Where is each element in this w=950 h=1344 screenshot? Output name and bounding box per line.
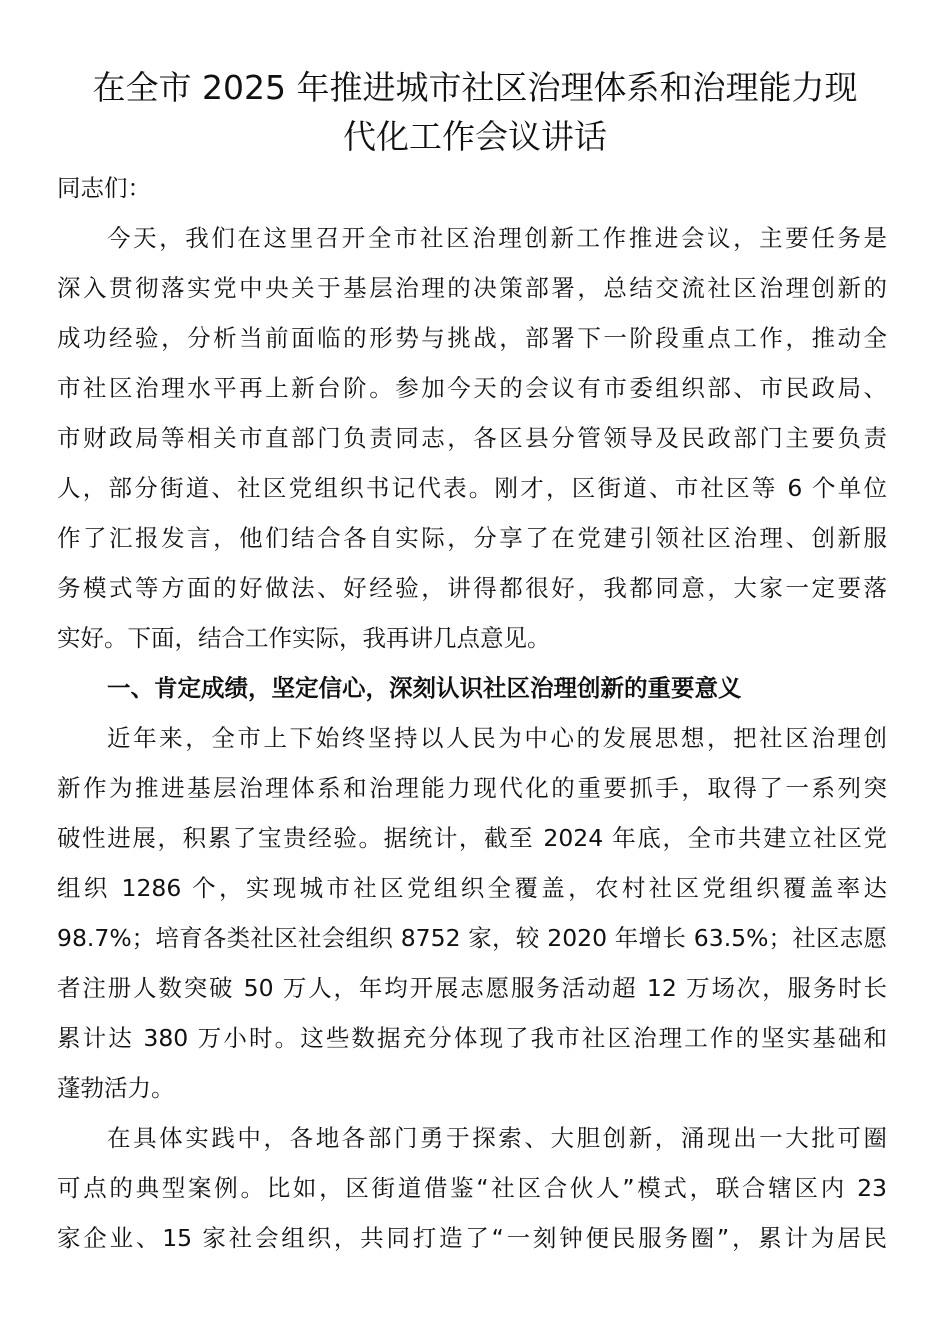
- paragraph-line: 务模式等方面的好做法、好经验，讲得都很好，我都同意，大家一定要落: [57, 574, 887, 602]
- paragraph-line: 累计达 380 万小时。这些数据充分体现了我市社区治理工作的坚实基础和: [57, 1024, 887, 1052]
- document-title-line-2: 代化工作会议讲话: [343, 117, 607, 156]
- paragraph-line: 人，部分街道、社区党组织书记代表。刚才，区街道、市社区等 6 个单位: [57, 474, 887, 502]
- paragraph-line: 今天，我们在这里召开全市社区治理创新工作推进会议，主要任务是: [107, 224, 887, 252]
- paragraph-line: 组织 1286 个，实现城市社区党组织全覆盖，农村社区党组织覆盖率达: [57, 874, 887, 902]
- paragraph-line: 可点的典型案例。比如，区街道借鉴“社区合伙人”模式，联合辖区内 23: [57, 1174, 887, 1202]
- paragraph-line: 98.7%；培育各类社区社会组织 8752 家，较 2020 年增长 63.5%；社区志愿: [57, 924, 887, 952]
- paragraph-line: 成功经验，分析当前面临的形势与挑战，部署下一阶段重点工作，推动全: [57, 324, 887, 352]
- paragraph-line: 作了汇报发言，他们结合各自实际，分享了在党建引领社区治理、创新服: [57, 524, 887, 552]
- paragraph-line: 者注册人数突破 50 万人，年均开展志愿服务活动超 12 万场次，服务时长: [57, 974, 887, 1002]
- paragraph-line: 家企业、15 家社会组织，共同打造了“一刻钟便民服务圈”，累计为居民: [57, 1224, 887, 1252]
- paragraph-line: 破性进展，积累了宝贵经验。据统计，截至 2024 年底，全市共建立社区党: [57, 824, 887, 852]
- paragraph-line: 市社区治理水平再上新台阶。参加今天的会议有市委组织部、市民政局、: [57, 374, 887, 402]
- paragraph-line: 市财政局等相关市直部门负责同志，各区县分管领导及民政部门主要负责: [57, 424, 887, 452]
- paragraph-line: 新作为推进基层治理体系和治理能力现代化的重要抓手，取得了一系列突: [57, 774, 887, 802]
- paragraph-line: 在具体实践中，各地各部门勇于探索、大胆创新，涌现出一大批可圈: [107, 1124, 887, 1152]
- section-heading: 一、肯定成绩，坚定信心，深刻认识社区治理创新的重要意义: [107, 674, 742, 702]
- paragraph-line: 实好。下面，结合工作实际，我再讲几点意见。: [57, 624, 551, 652]
- paragraph-line: 蓬勃活力。: [57, 1074, 175, 1102]
- document-title-line-1: 在全市 2025 年推进城市社区治理体系和治理能力现: [92, 68, 858, 107]
- paragraph-line: 近年来，全市上下始终坚持以人民为中心的发展思想，把社区治理创: [107, 724, 887, 752]
- salutation: 同志们：: [57, 174, 151, 202]
- paragraph-line: 深入贯彻落实党中央关于基层治理的决策部署，总结交流社区治理创新的: [57, 274, 887, 302]
